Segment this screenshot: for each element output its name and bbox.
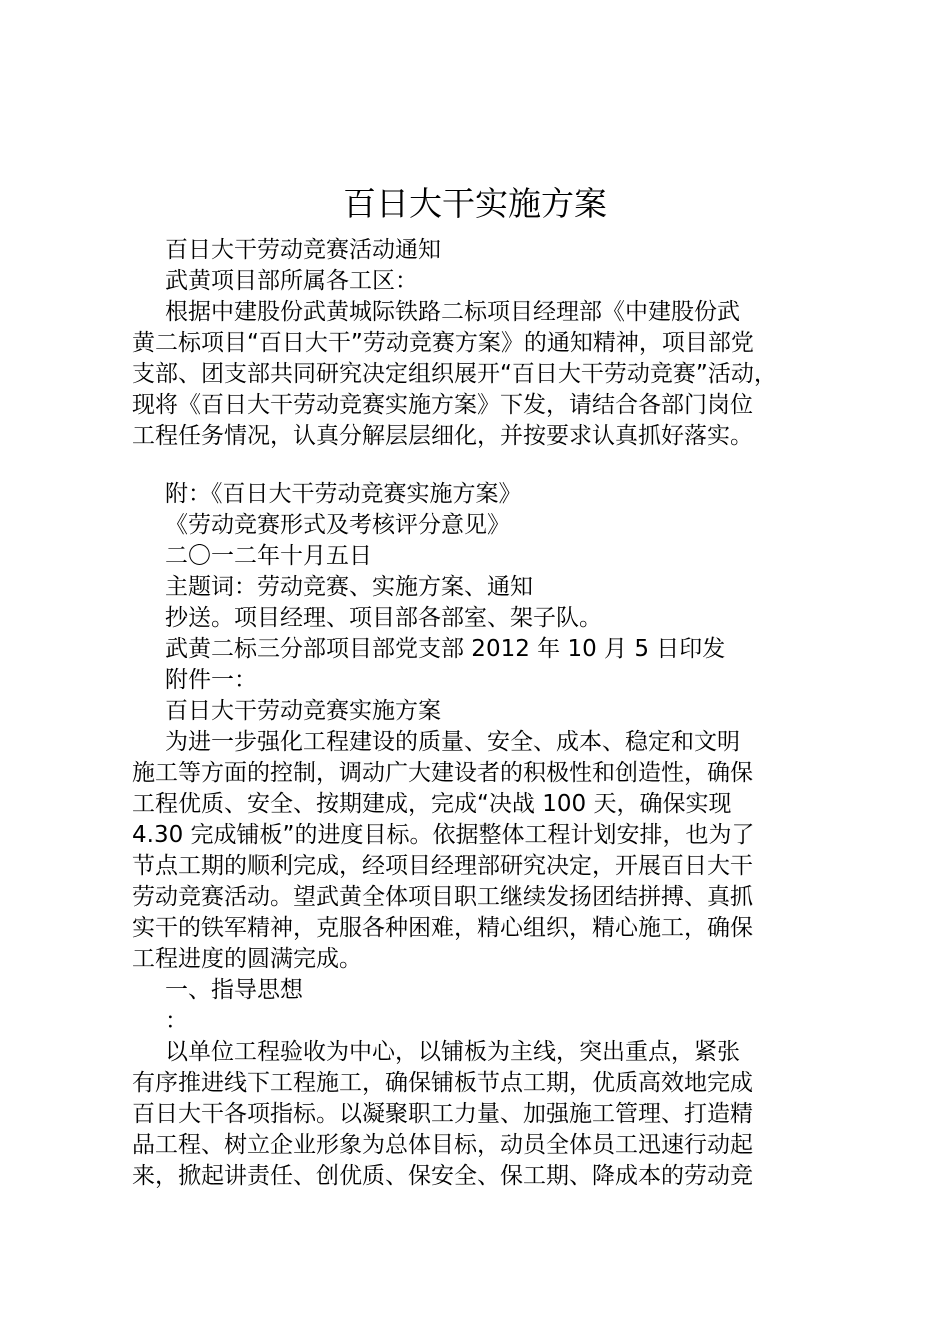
- annex-title: 百日大干劳动竞赛实施方案: [165, 698, 441, 724]
- paragraph-line: 工程进度的圆满完成。: [132, 946, 362, 972]
- attachment-line: 《劳动竞赛形式及考核评分意见》: [165, 512, 510, 538]
- paragraph-line: 支部、团支部共同研究决定组织展开“百日大干劳动竞赛”活动，: [132, 361, 777, 387]
- colon-line: ：: [165, 1008, 188, 1034]
- paragraph-line: 根据中建股份武黄城际铁路二标项目经理部《中建股份武: [165, 299, 740, 325]
- document-title: 百日大干实施方案: [343, 184, 607, 223]
- paragraph-line: 百日大干各项指标。以凝聚职工力量、加强施工管理、打造精: [132, 1101, 753, 1127]
- paragraph-line: 实干的铁军精神，克服各种困难，精心组织，精心施工，确保: [132, 915, 753, 941]
- paragraph-line: 节点工期的顺利完成，经项目经理部研究决定，开展百日大干: [132, 853, 753, 879]
- paragraph-line: 4.30 完成铺板”的进度目标。依据整体工程计划安排，也为了: [132, 822, 755, 848]
- date-line: 二〇一二年十月五日: [165, 543, 372, 569]
- paragraph-line: 品工程、树立企业形象为总体目标，动员全体员工迅速行动起: [132, 1132, 753, 1158]
- issuer-line: 武黄二标三分部项目部党支部 2012 年 10 月 5 日印发: [165, 636, 726, 662]
- paragraph-line: 有序推进线下工程施工，确保铺板节点工期，优质高效地完成: [132, 1070, 753, 1096]
- paragraph-line: 工程任务情况，认真分解层层细化，并按要求认真抓好落实。: [132, 423, 753, 449]
- attachment-line: 附：《百日大干劳动竞赛实施方案》: [165, 481, 522, 507]
- section-heading: 一、指导思想: [165, 977, 303, 1003]
- paragraph-line: 施工等方面的控制，调动广大建设者的积极性和创造性，确保: [132, 760, 753, 786]
- addressee-line: 武黄项目部所属各工区：: [165, 268, 418, 294]
- cc-line: 抄送。项目经理、项目部各部室、架子队。: [165, 605, 602, 631]
- paragraph-line: 黄二标项目“百日大干”劳动竞赛方案》的通知精神，项目部党: [132, 330, 754, 356]
- paragraph-line: 劳动竞赛活动。望武黄全体项目职工继续发扬团结拼搏、真抓: [132, 884, 753, 910]
- paragraph-line: 以单位工程验收为中心，以铺板为主线，突出重点，紧张: [165, 1039, 740, 1065]
- paragraph-line: 为进一步强化工程建设的质量、安全、成本、稳定和文明: [165, 729, 740, 755]
- annex-label: 附件一：: [165, 667, 257, 693]
- paragraph-line: 现将《百日大干劳动竞赛实施方案》下发，请结合各部门岗位: [132, 392, 753, 418]
- notice-heading: 百日大干劳动竞赛活动通知: [165, 237, 441, 263]
- paragraph-line: 来，掀起讲责任、创优质、保安全、保工期、降成本的劳动竞: [132, 1163, 753, 1189]
- paragraph-line: 工程优质、安全、按期建成，完成“决战 100 天，确保实现: [132, 791, 732, 817]
- keywords-line: 主题词：劳动竞赛、实施方案、通知: [165, 574, 533, 600]
